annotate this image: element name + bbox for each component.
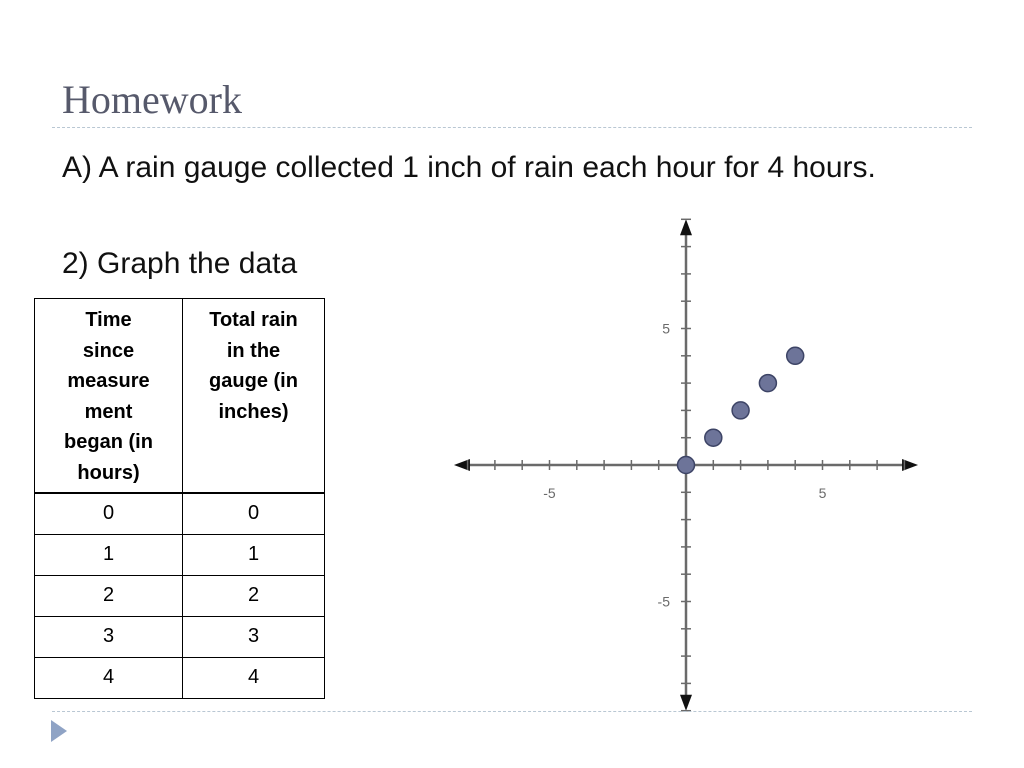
table-cell: 2 xyxy=(183,575,325,616)
table-cell: 0 xyxy=(183,493,325,535)
data-point xyxy=(678,457,695,474)
title-divider xyxy=(52,127,972,128)
y-axis-up-arrow-icon xyxy=(680,219,692,235)
table-row xyxy=(35,575,325,616)
coordinate-plane-graph xyxy=(448,208,924,724)
table-row xyxy=(35,616,325,657)
footer-divider xyxy=(52,711,972,712)
table-cell: 0 xyxy=(35,493,183,535)
x-tick-label: 5 xyxy=(818,485,827,501)
table-header-rain: Total rain in the gauge (in inches) xyxy=(183,299,325,493)
data-point xyxy=(759,375,776,392)
table-cell: 4 xyxy=(183,657,325,698)
table-header-time: Time since measure ment began (in hours) xyxy=(35,299,183,493)
slide-title: Homework xyxy=(62,77,242,122)
y-axis-down-arrow-icon xyxy=(680,695,692,711)
table-cell: 2 xyxy=(35,575,183,616)
slide-nav-arrow-icon[interactable] xyxy=(51,720,67,742)
table-cell: 1 xyxy=(35,534,183,575)
table-row xyxy=(35,493,325,535)
data-table xyxy=(34,298,325,699)
x-tick-label: -5 xyxy=(543,485,556,501)
data-point xyxy=(787,347,804,364)
table-cell: 3 xyxy=(183,616,325,657)
instruction-text: 2) Graph the data xyxy=(62,247,298,280)
graph-points xyxy=(678,347,804,473)
table-cell: 1 xyxy=(183,534,325,575)
data-point xyxy=(705,429,722,446)
table-row xyxy=(35,534,325,575)
data-point xyxy=(732,402,749,419)
problem-statement: A) A rain gauge collected 1 inch of rain each hour for 4 hours. xyxy=(62,151,876,184)
y-tick-label: 5 xyxy=(662,320,670,337)
table-row xyxy=(35,657,325,698)
y-tick-label: -5 xyxy=(657,593,670,610)
table-cell: 4 xyxy=(35,657,183,698)
table-cell: 3 xyxy=(35,616,183,657)
